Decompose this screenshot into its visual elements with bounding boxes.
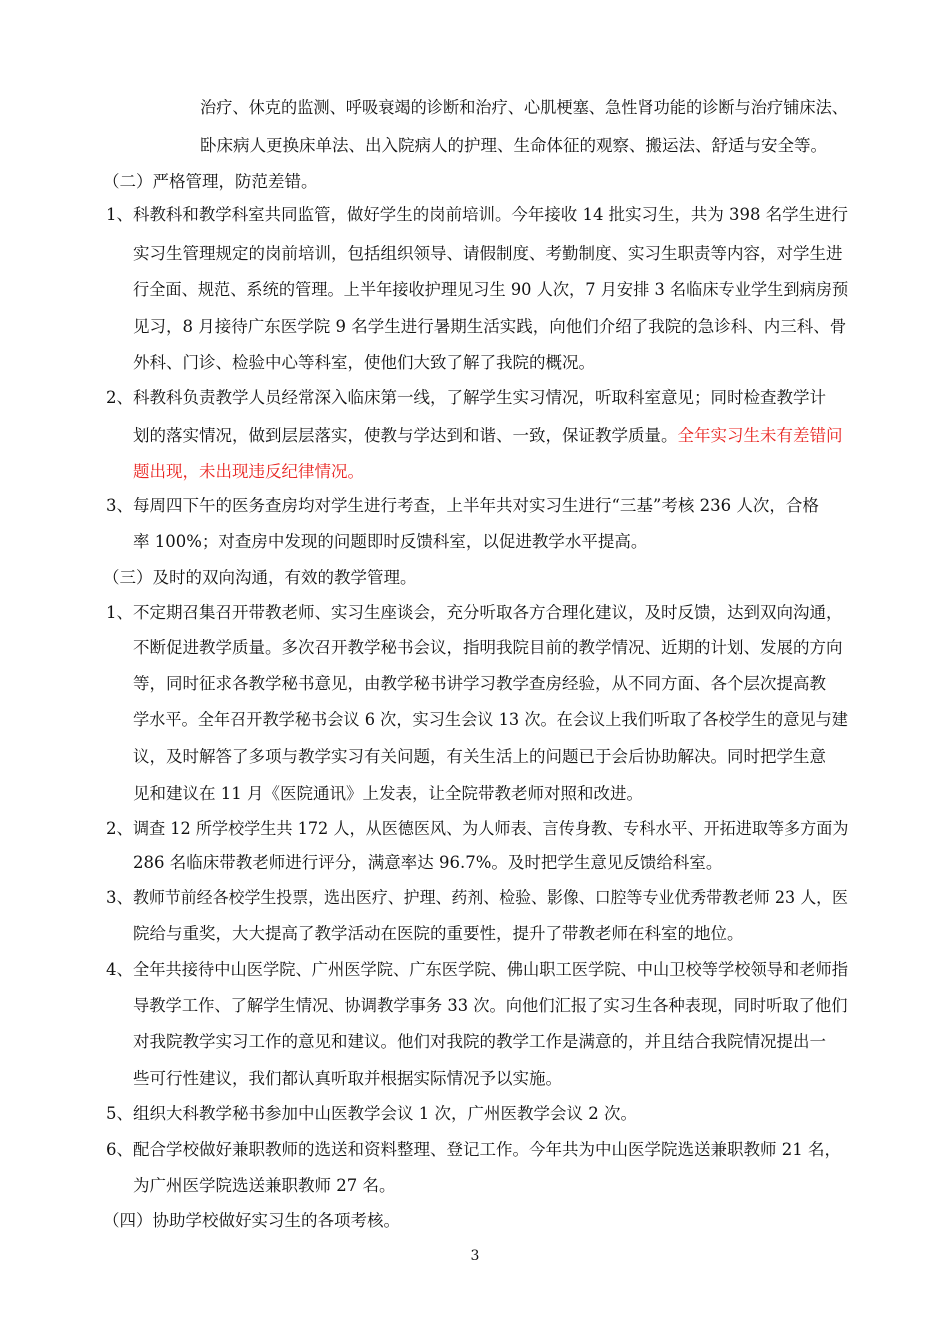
list-item-line: 外科、门诊、检验中心等科室，使他们大致了解了我院的概况。 bbox=[133, 353, 595, 372]
list-item-line: 286 名临床带教老师进行评分，满意率达 96.7%。及时把学生意见反馈给科室。 bbox=[133, 853, 723, 872]
section-heading: （二）严格管理，防范差错。 bbox=[103, 172, 318, 191]
list-item-line: 科教科和教学科室共同监管，做好学生的岗前培训。今年接收 14 批实习生，共为 398 名学生进行 bbox=[133, 205, 848, 224]
list-item-number: 1、 bbox=[106, 603, 133, 622]
list-item-number: 2、 bbox=[106, 388, 133, 407]
list-item-number: 3、 bbox=[106, 888, 133, 907]
list-item-line: 调查 12 所学校学生共 172 人，从医德医风、为人师表、言传身教、专科水平、开拓进取等多方面为 bbox=[133, 819, 849, 838]
list-item-line: 全年共接待中山医学院、广州医学院、广东医学院、佛山职工医学院、中山卫校等学校领导和老师指 bbox=[133, 960, 848, 979]
list-item-text: 划的落实情况，做到层层落实，使教与学达到和谐、一致，保证教学质量。 bbox=[133, 426, 678, 445]
list-item-line: 科教科负责教学人员经常深入临床第一线，了解学生实习情况，听取科室意见；同时检查教学计 bbox=[133, 388, 826, 407]
list-item-line: 为广州医学院选送兼职教师 27 名。 bbox=[133, 1176, 396, 1195]
list-item-line: 导教学工作、了解学生情况、协调教学事务 33 次。向他们汇报了实习生各种表现，同时听取了他们 bbox=[133, 996, 848, 1015]
list-item-line: 见和建议在 11 月《医院通讯》上发表，让全院带教老师对照和改进。 bbox=[133, 784, 643, 803]
list-item-line: 见习，8 月接待广东医学院 9 名学生进行暑期生活实践，向他们介绍了我院的急诊科、内三科、骨 bbox=[133, 317, 847, 336]
page-number: 3 bbox=[470, 1248, 480, 1264]
list-item-number: 6、 bbox=[106, 1140, 133, 1159]
section-heading: （四）协助学校做好实习生的各项考核。 bbox=[103, 1211, 400, 1230]
highlighted-text: 题出现，未出现违反纪律情况。 bbox=[133, 462, 364, 481]
list-item-line: 院给与重奖，大大提高了教学活动在医院的重要性，提升了带教老师在科室的地位。 bbox=[133, 924, 744, 943]
list-item-line: 教师节前经各校学生投票，选出医疗、护理、药剂、检验、影像、口腔等专业优秀带教老师 23 人，医 bbox=[133, 888, 848, 907]
list-item-number: 3、 bbox=[106, 496, 133, 515]
list-item-number: 4、 bbox=[106, 960, 133, 979]
list-item-number: 5、 bbox=[106, 1104, 133, 1123]
list-item-line: 议，及时解答了多项与教学实习有关问题，有关生活上的问题已于会后协助解决。同时把学生意 bbox=[133, 747, 826, 766]
list-item-line: 组织大科教学秘书参加中山医教学会议 1 次，广州医教学会议 2 次。 bbox=[133, 1104, 637, 1123]
list-item-line: 每周四下午的医务查房均对学生进行考查，上半年共对实习生进行“三基”考核 236 人次，合格 bbox=[133, 496, 819, 515]
list-item-line: 学水平。全年召开教学秘书会议 6 次，实习生会议 13 次。在会议上我们听取了各校学生的意见与建 bbox=[133, 710, 848, 729]
list-item-line bbox=[133, 426, 843, 446]
highlighted-text: 全年实习生未有差错问 bbox=[677, 426, 843, 445]
list-item-line: 行全面、规范、系统的管理。上半年接收护理见习生 90 人次，7 月安排 3 名临床专业学生到病房预 bbox=[133, 280, 849, 299]
paragraph-line: 卧床病人更换床单法、出入院病人的护理、生命体征的观察、搬运法、舒适与安全等。 bbox=[200, 136, 827, 155]
list-item-number: 1、 bbox=[106, 205, 133, 224]
list-item-line: 配合学校做好兼职教师的选送和资料整理、登记工作。今年共为中山医学院选送兼职教师 21 名， bbox=[133, 1140, 841, 1159]
list-item-line: 等，同时征求各教学秘书意见，由教学秘书讲学习教学查房经验，从不同方面、各个层次提高教 bbox=[133, 674, 826, 693]
list-item-line: 些可行性建议，我们都认真听取并根据实际情况予以实施。 bbox=[133, 1069, 562, 1088]
list-item-line: 率 100%；对查房中发现的问题即时反馈科室，以促进教学水平提高。 bbox=[133, 532, 648, 551]
list-item-number: 2、 bbox=[106, 819, 133, 838]
section-heading: （三）及时的双向沟通，有效的教学管理。 bbox=[103, 568, 417, 587]
list-item-line: 实习生管理规定的岗前培训，包括组织领导、请假制度、考勤制度、实习生职责等内容，对学生进 bbox=[133, 244, 843, 263]
list-item-line: 不定期召集召开带教老师、实习生座谈会，充分听取各方合理化建议，及时反馈，达到双向沟通， bbox=[133, 603, 843, 622]
list-item-line: 对我院教学实习工作的意见和建议。他们对我院的教学工作是满意的，并且结合我院情况提出一 bbox=[133, 1032, 826, 1051]
list-item-line: 不断促进教学质量。多次召开教学秘书会议，指明我院目前的教学情况、近期的计划、发展的方向 bbox=[133, 638, 843, 657]
paragraph-line: 治疗、休克的监测、呼吸衰竭的诊断和治疗、心肌梗塞、急性肾功能的诊断与治疗铺床法、 bbox=[200, 98, 848, 117]
